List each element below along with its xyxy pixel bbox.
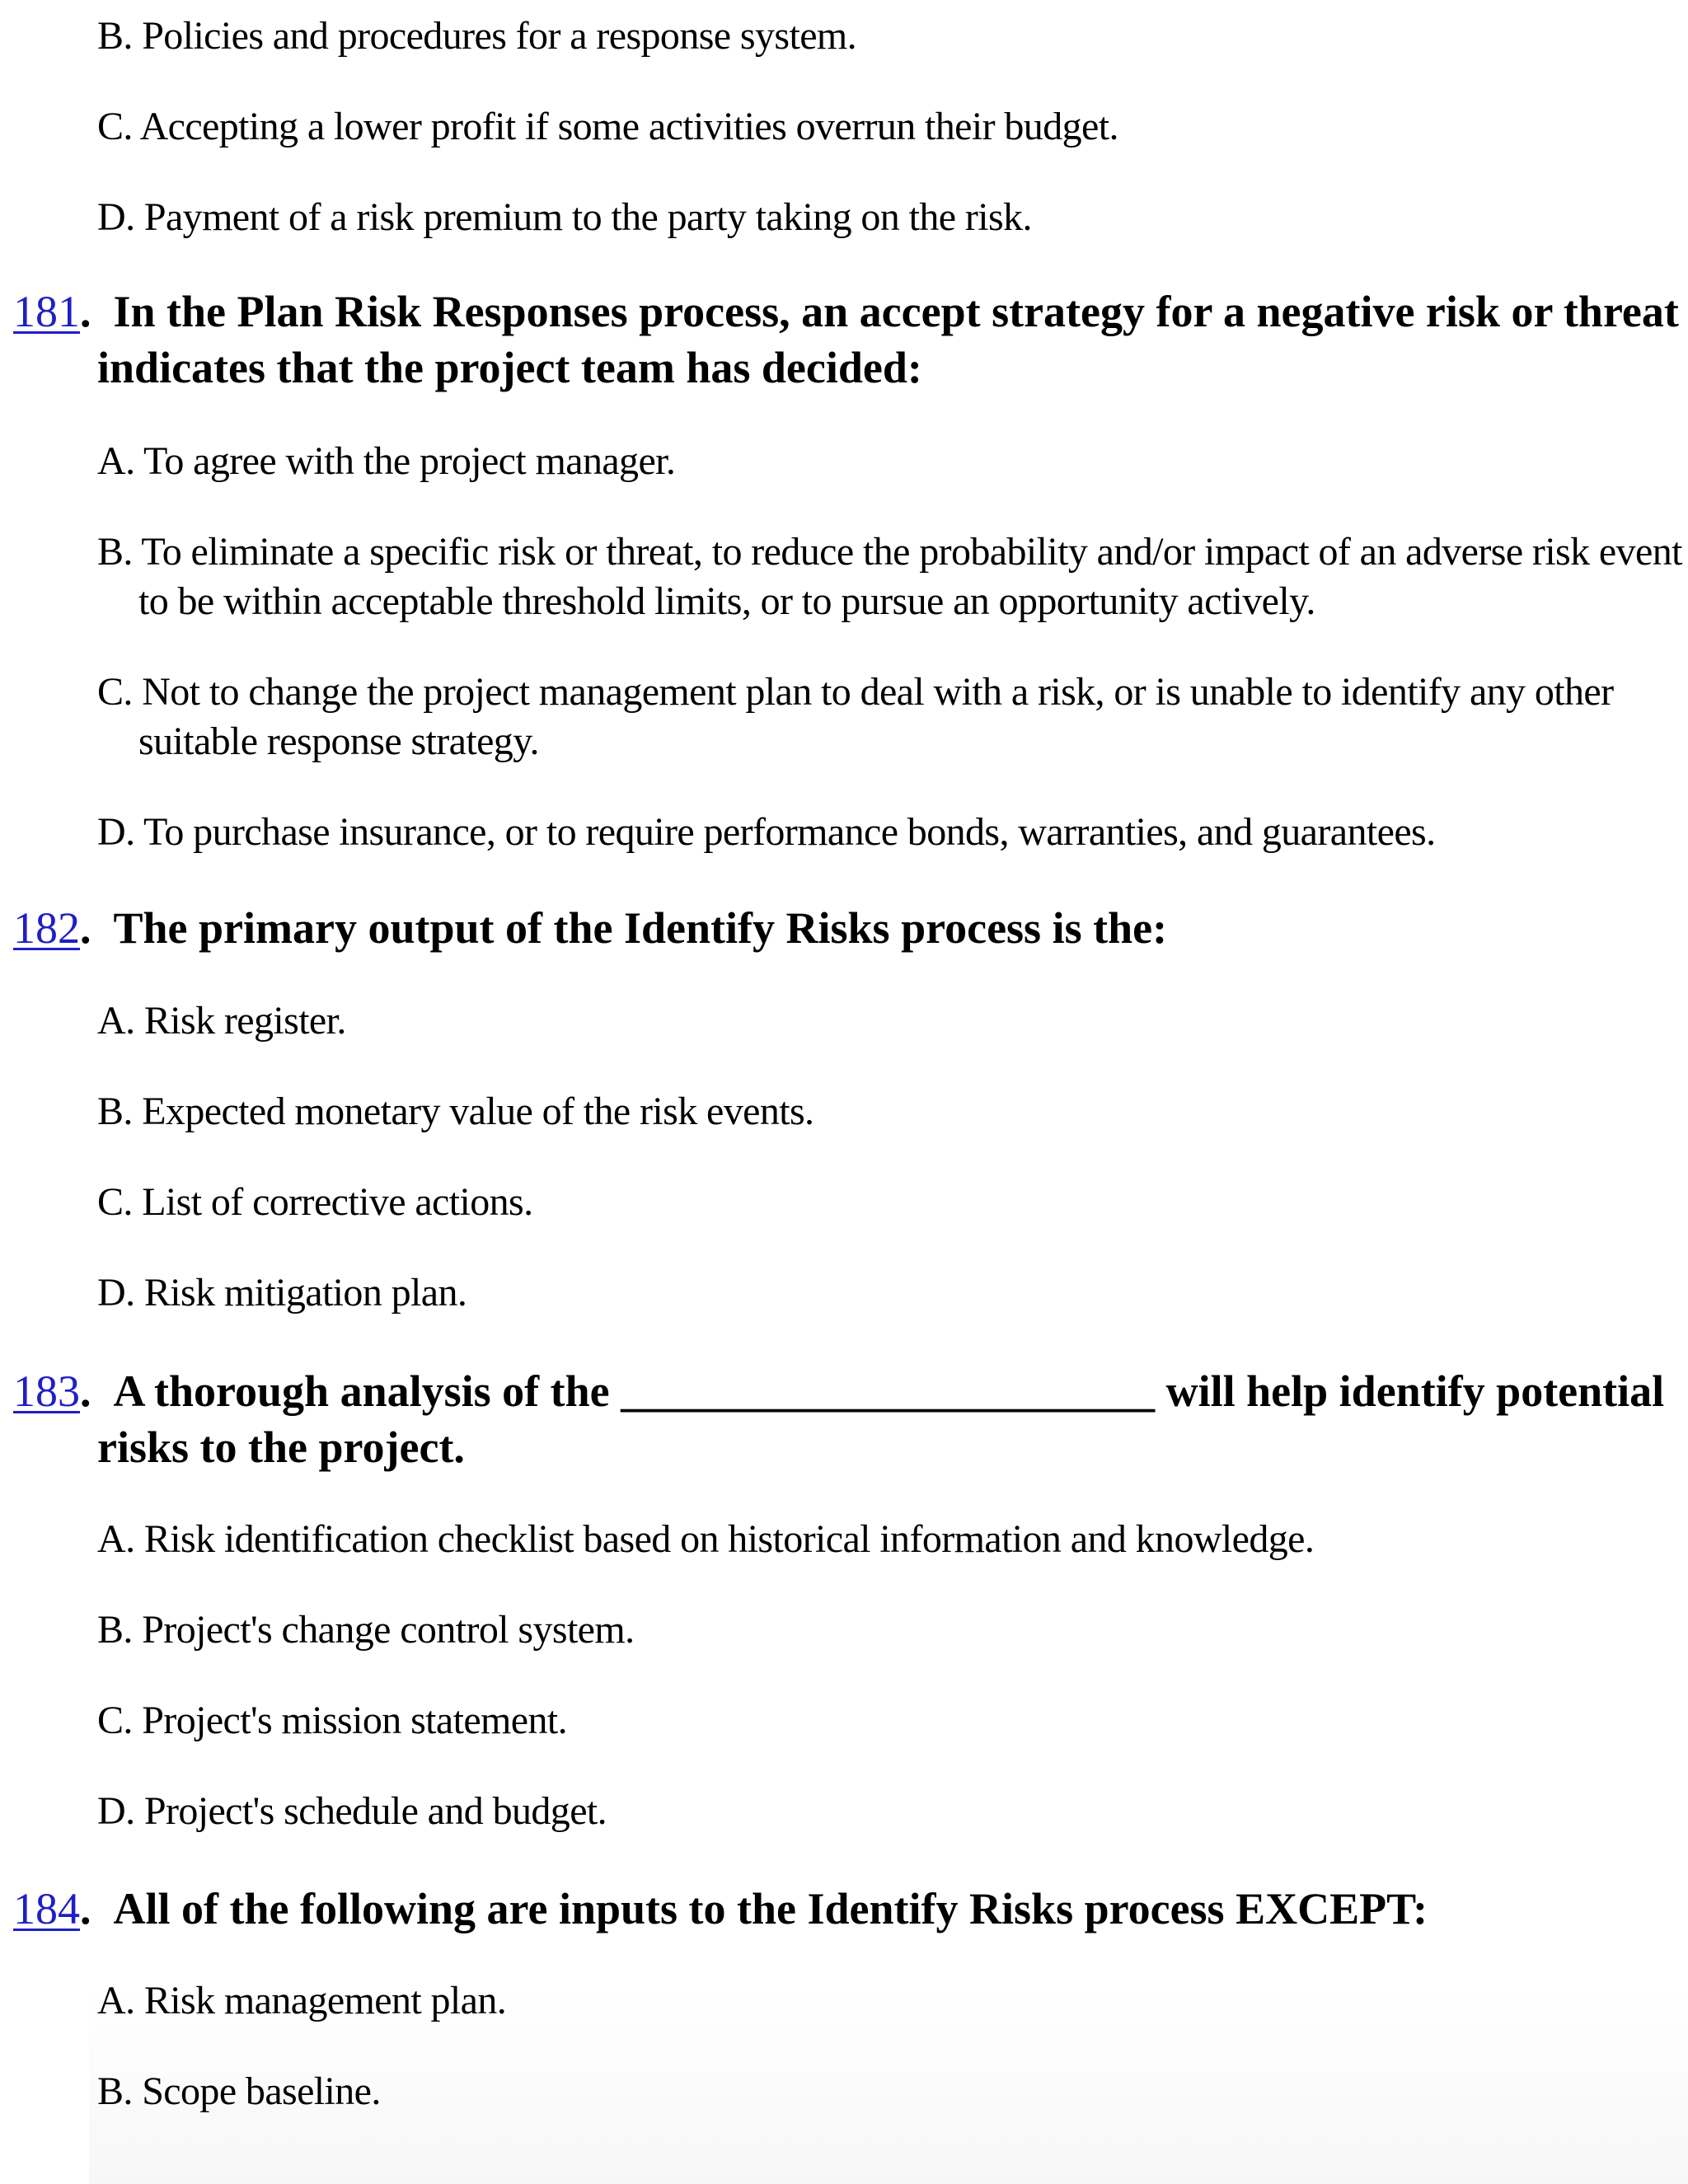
question-number-link[interactable]: 183 — [13, 1366, 80, 1416]
option-d: D. Project's schedule and budget. — [97, 1789, 607, 1833]
option-b: B. Project's change control system. — [97, 1608, 635, 1652]
option-c-prev: C. Accepting a lower profit if some activities overrun their budget. — [97, 105, 1118, 148]
option-d: D. Risk mitigation plan. — [97, 1271, 467, 1315]
question-number-link[interactable]: 184 — [13, 1884, 80, 1933]
question-text: The primary output of the Identify Risks process is the: — [113, 903, 1168, 953]
question-number-link[interactable]: 182 — [13, 903, 80, 953]
question-183: 183. A thorough analysis of the ________________________ will help identify potential risks to the project. — [13, 1366, 1665, 1472]
option-b-prev: B. Policies and procedures for a response system. — [97, 14, 857, 58]
question-184: 184. All of the following are inputs to the Identify Risks process EXCEPT: — [13, 1884, 1428, 1933]
question-text: All of the following are inputs to the Identify Risks process EXCEPT: — [113, 1884, 1428, 1933]
option-c: C. List of corrective actions. — [97, 1180, 533, 1224]
question-182: 182. The primary output of the Identify Risks process is the: — [13, 903, 1168, 953]
option-a: A. Risk register. — [97, 999, 346, 1043]
option-a: A. Risk management plan. — [97, 1979, 507, 2022]
option-a: A. Risk identification checklist based on historical information and knowledge. — [97, 1517, 1315, 1561]
question-text: A thorough analysis of the ________________________ will help identify potential risks to the project. — [97, 1366, 1665, 1472]
option-d-prev: D. Payment of a risk premium to the party taking on the risk. — [97, 195, 1032, 239]
question-number-link[interactable]: 181 — [13, 287, 80, 336]
option-a: A. To agree with the project manager. — [97, 439, 676, 483]
option-c: C. Project's mission statement. — [97, 1699, 568, 1742]
option-c: C. Not to change the project management plan to deal with a risk, or is unable to identify any other suitable response strategy. — [97, 670, 1614, 763]
question-text: In the Plan Risk Responses process, an accept strategy for a negative risk or threat indicates that the project team has decided: — [97, 287, 1679, 392]
question-181: 181. In the Plan Risk Responses process, an accept strategy for a negative risk or threat indicates that the project team has decided: — [13, 287, 1679, 392]
option-d: D. To purchase insurance, or to require performance bonds, warranties, and guarantees. — [97, 810, 1436, 854]
option-b: B. Scope baseline. — [97, 2069, 381, 2113]
option-b: B. To eliminate a specific risk or threat, to reduce the probability and/or impact of an adverse risk event to be within acceptable threshold limits, or to pursue an opportunity actively. — [97, 530, 1682, 623]
option-b: B. Expected monetary value of the risk events. — [97, 1090, 814, 1133]
